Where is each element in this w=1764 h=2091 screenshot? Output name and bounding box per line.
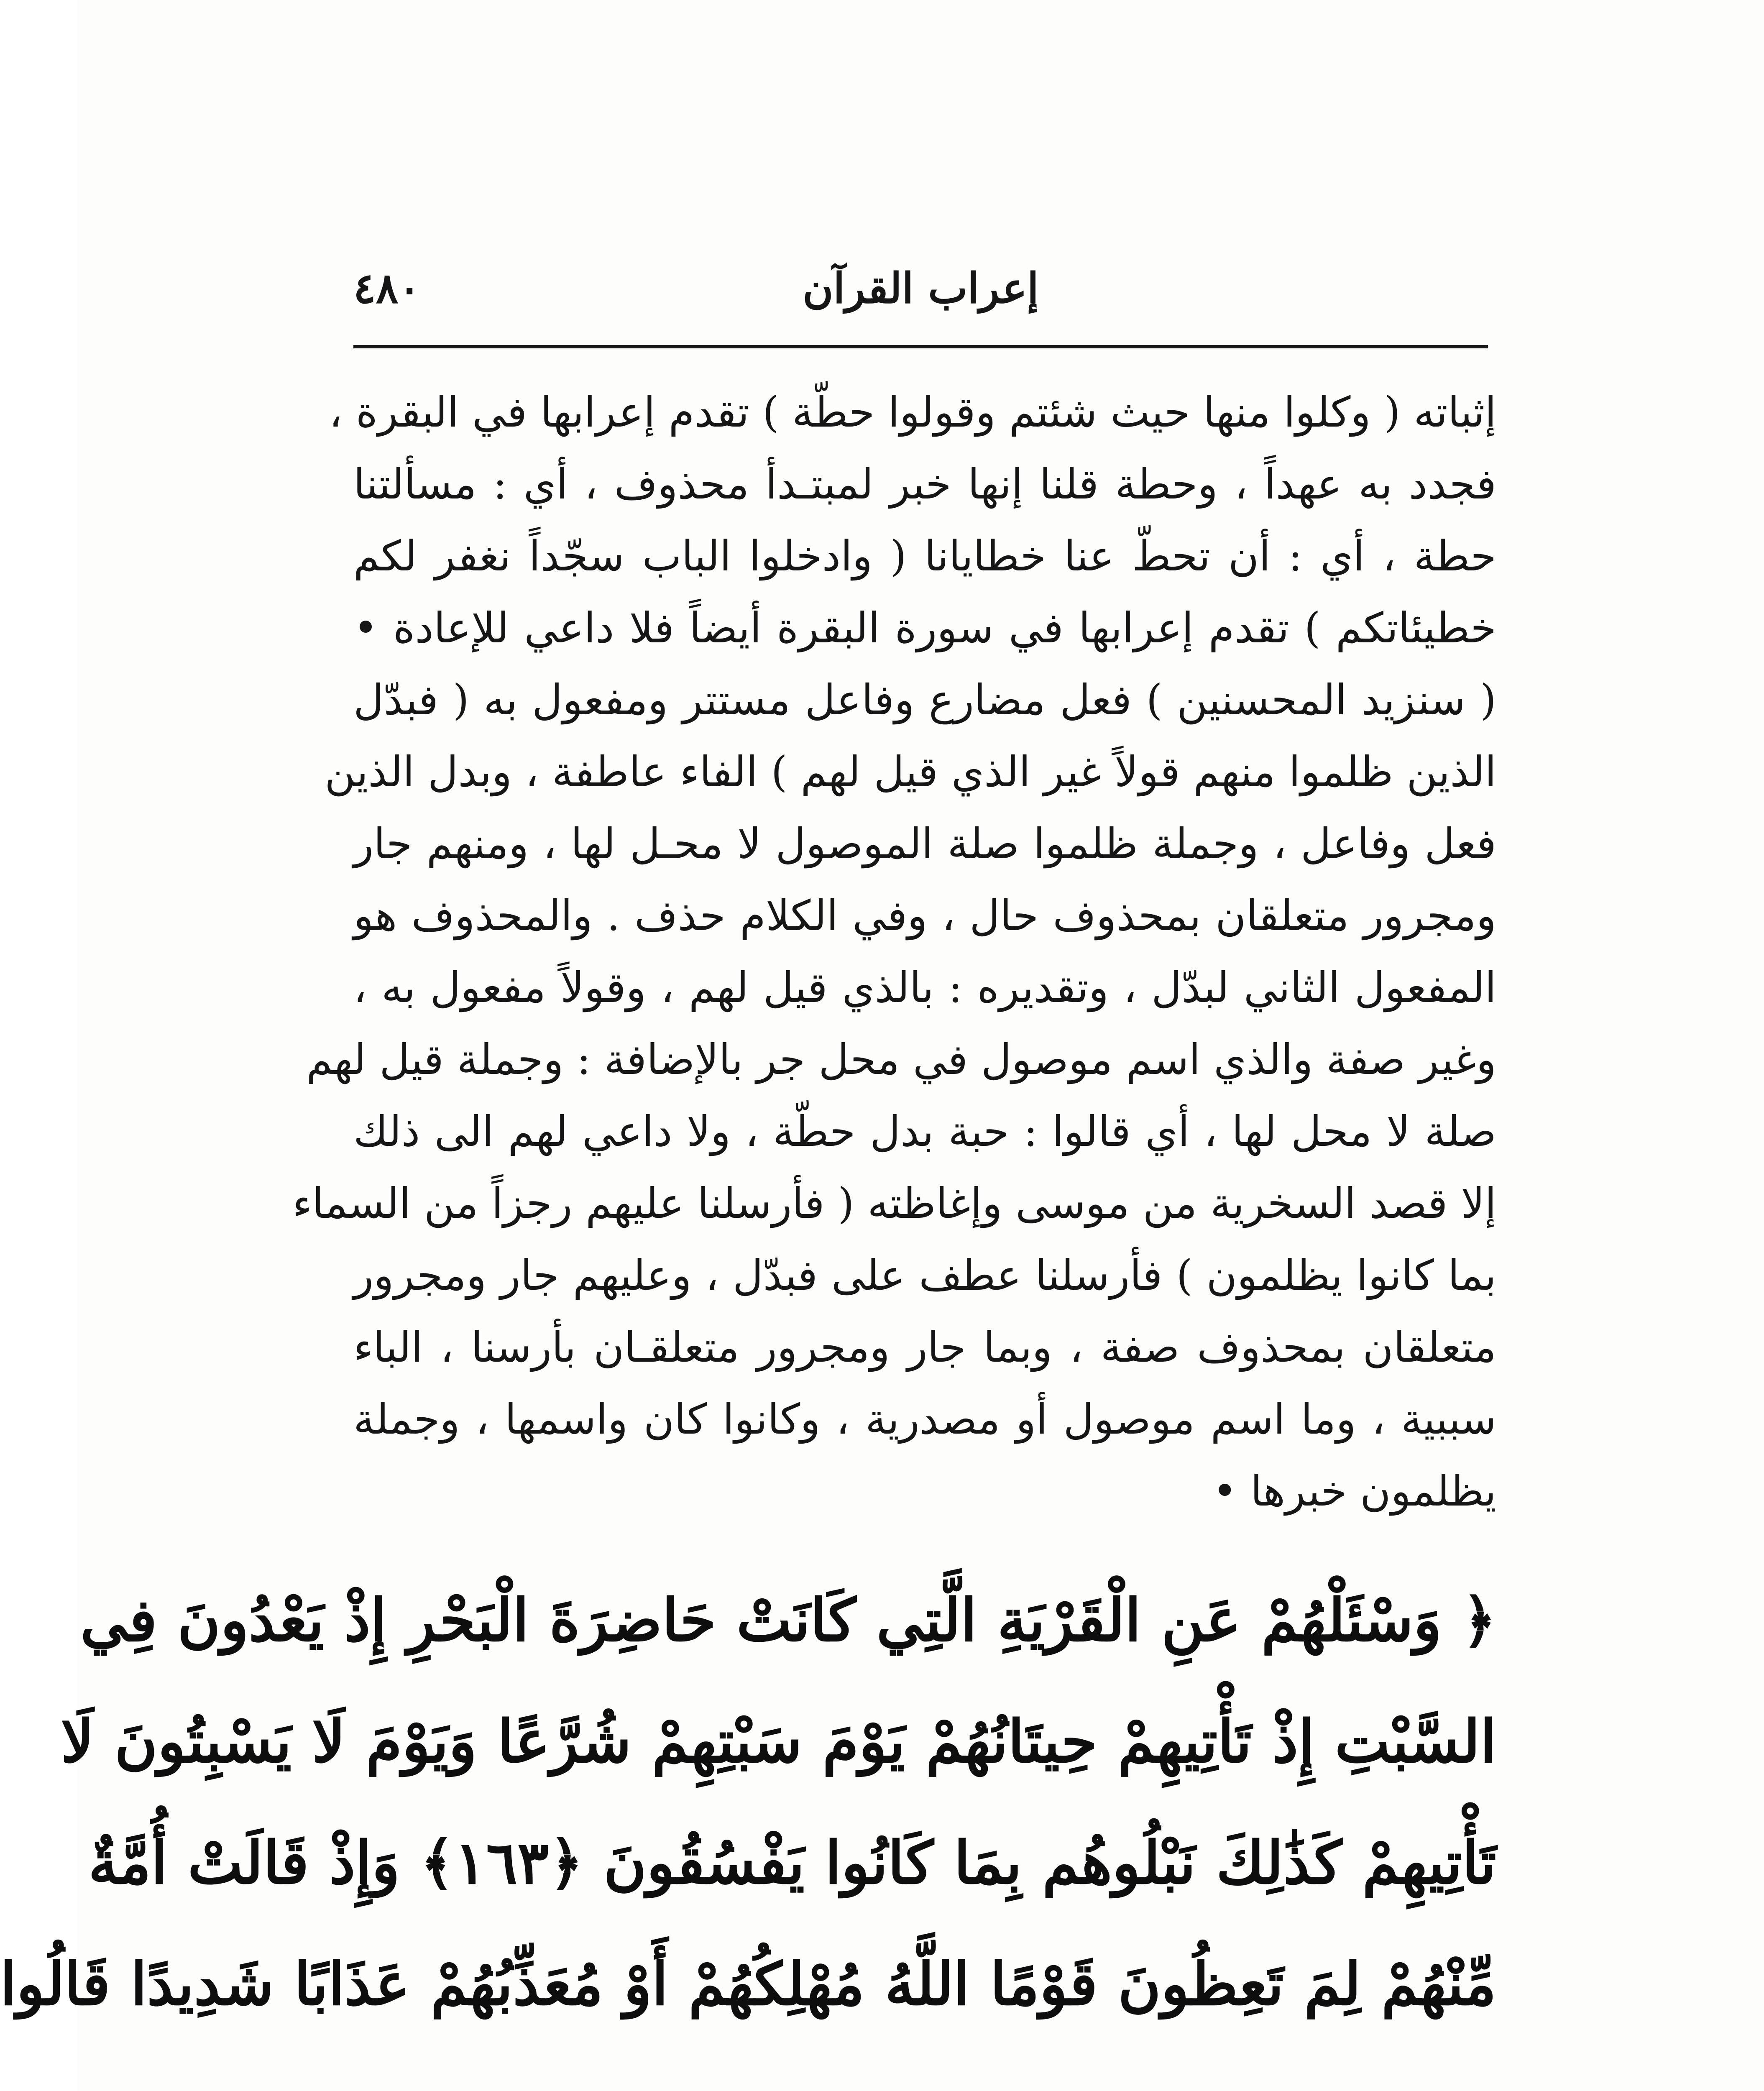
commentary-line: بما كانوا يظلمون ) فأرسلنا عطف على فبدّل ، وعليهم جار ومجرور [353,1251,1496,1300]
commentary-line: صلة لا محل لها ، أي قالوا : حبة بدل حطّة ، ولا داعي لهم الى ذلك [353,1107,1496,1156]
commentary-line: حطة ، أي : أن تحطّ عنا خطايانا ( وادخلوا الباب سجّداً نغفر لكم [353,532,1496,580]
commentary-line: فعل وفاعل ، وجملة ظلموا صلة الموصول لا محـل لها ، ومنهم جار [353,819,1496,868]
commentary-line: وغير صفة والذي اسم موصول في محل جر بالإضافة : وجملة قيل لهم [306,1035,1496,1084]
commentary-line: الذين ظلموا منهم قولاً غير الذي قيل لهم ) الفاء عاطفة ، وبدل الذين [325,747,1496,796]
verse-line: تَأْتِيهِمْ كَذَٰلِكَ نَبْلُوهُم بِمَا كَانُوا يَفْسُقُونَ ﴿١٦٣﴾ وَإِذْ قَالَتْ أُمَّةٌ [88,1829,1496,1897]
commentary-text [292,376,1496,1527]
commentary-line: ومجرور متعلقان بمحذوف حال ، وفي الكلام حذف . والمحذوف هو [353,891,1496,940]
page-header [353,251,1488,335]
verse-line: مِّنْهُمْ لِمَ تَعِظُونَ قَوْمًا اللَّهُ مُهْلِكُهُمْ أَوْ مُعَذِّبُهُمْ عَذَابًا شَدِيدًا قَالُوا [0,1950,1496,2019]
commentary-line: إلا قصد السخرية من موسى وإغاظته ( فأرسلنا عليهم رجزاً من السماء [292,1179,1496,1228]
commentary-line: سببية ، وما اسم موصول أو مصدرية ، وكانوا كان واسمها ، وجملة [353,1395,1496,1444]
commentary-line: يظلمون خبرها • [1212,1467,1496,1516]
header-rule [353,345,1488,348]
commentary-line: فجدد به عهداً ، وحطة قلنا إنها خبر لمبتـدأ محذوف ، أي : مسألتنا [353,460,1496,509]
commentary-line: خطيئاتكم ) تقدم إعرابها في سورة البقرة أيضاً فلا داعي للإعادة • [353,603,1496,652]
running-title: إعراب القرآن [803,263,1039,313]
commentary-line: متعلقان بمحذوف صفة ، وبما جار ومجرور متعلقـان بأرسنا ، الباء [353,1323,1496,1372]
verse-line: ﴿ وَسْئَلْهُمْ عَنِ الْقَرْيَةِ الَّتِي كَانَتْ حَاضِرَةَ الْبَحْرِ إِذْ يَعْدُونَ فِي [80,1586,1496,1655]
commentary-line: المفعول الثاني لبدّل ، وتقديره : بالذي قيل لهم ، وقولاً مفعول به ، [353,963,1496,1012]
verse-line: السَّبْتِ إِذْ تَأْتِيهِمْ حِيتَانُهُمْ يَوْمَ سَبْتِهِمْ شُرَّعًا وَيَوْمَ لَا يَسْبِتُونَ لَا [61,1708,1496,1776]
commentary-line: إثباته ( وكلوا منها حيث شئتم وقولوا حطّة ) تقدم إعرابها في البقرة ، [329,388,1496,437]
quran-verse-block [0,1560,1496,2045]
page-number: ٤٨٠ [353,263,421,313]
commentary-line: ( سنزيد المحسنين ) فعل مضارع وفاعل مستتر ومفعول به ( فبدّل [353,675,1496,724]
